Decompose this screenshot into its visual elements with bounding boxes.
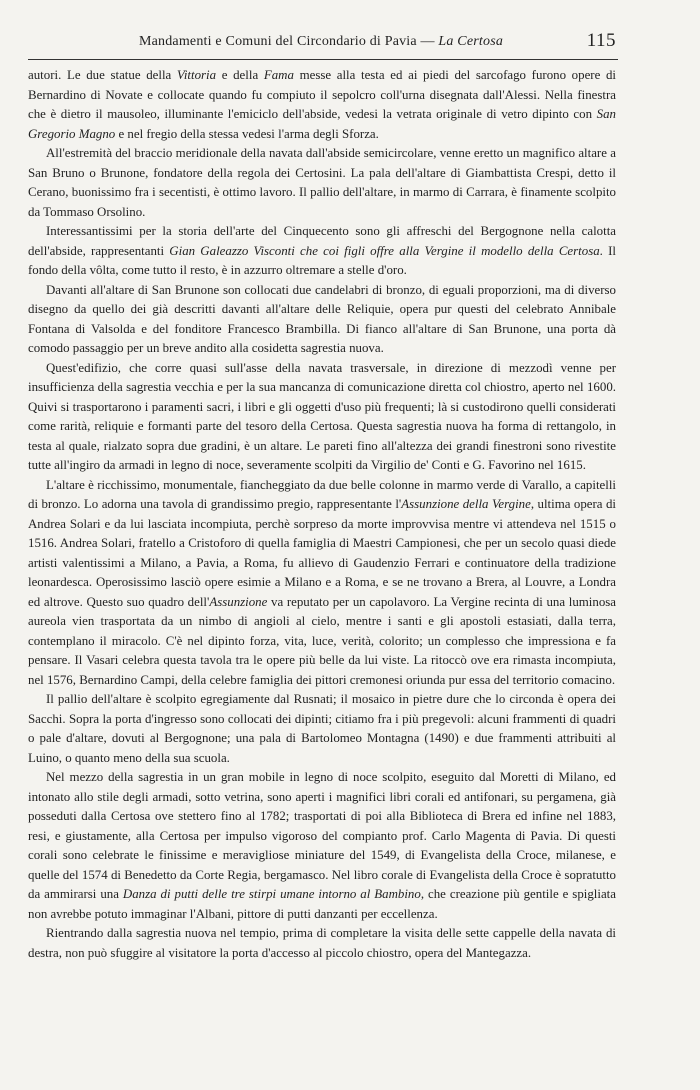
paragraph [28,768,616,924]
text-run: autori. Le due statue della [28,68,177,82]
text-run: , ultima opera di Andrea Solari e da lui lasciata incompiuta, perchè sorpreso da morte improvvisa mentre vi attendeva nel 1515 o 1516. Andrea Solari, fratello a Cristoforo di quella famiglia di Maestri Campionesi, che per un secolo quasi diede artisti valentissimi a Milano, a Pavia, a Roma, fu allievo di Gaudenzio Ferrari e continuatore della tradizione leonardesca. Operosissimo lasciò opere esimie a Milano e a Roma, e se ne trovano a Brera, al Louvre, a Londra ed altrove. Questo suo quadro dell' [28,497,616,609]
italic-run: Vittoria [176,68,217,82]
italic-run: Assunzione [209,594,268,609]
text-run: messe alla testa ed ai piedi del sarcofago furono opere di Bernardino di Novate e collocate quando fu compiuto il sepolcro coll'urna disegnata dall'Alessi. Nella finestra che è dietro il mausoleo, illuminante l'emiciclo dell'abside, vedesi la vetrata originale di vetro dipinto con [28,68,616,121]
text-run: . Il fondo della vôlta, come tutto il resto, è in azzurro oltremare a stelle d'oro. [28,243,617,277]
text-run: e della [216,68,264,82]
paragraph [28,359,616,476]
text-run: L'altare è ricchissimo, monumentale, fiancheggiato da due belle colonne in marmo verde di Varallo, a capitelli di bronzo. Lo adorna una tavola di grandissimo pregio, rappresentante l' [28,477,616,511]
text-run: Interessantissimi per la storia dell'arte del Cinquecento sono gli affreschi del Bergognone nella calotta dell'abside, rappresentanti [28,224,616,258]
text-run: , che creazione più gentile e spigliata non avrebbe potuto immaginar l'Albani, pittore di putti danzanti per eccellenza. [28,887,616,921]
paragraph [28,476,616,691]
paragraph [28,66,616,144]
body-text [28,66,616,963]
text-run: Il pallio dell'altare è scolpito egregiamente dal Rusnati; il mosaico in pietre dure che lo circonda è opera dei Sacchi. Sopra la porta d'ingresso sono collocati dei dipinti; citiamo fra i più pregevoli: alcuni frammenti di quadri o pale d'altare, dovuti al Bergognone; una pala di Bartolomeo Montagna (1490) e due frammenti attribuiti al Luino, o quanto meno della sua scuola. [28,692,616,765]
paragraph [28,690,616,768]
page-number: 115 [586,30,616,51]
running-title: Mandamenti e Comuni del Circondario di Pavia — [138,34,439,49]
paragraph [28,144,616,222]
text-run: va reputato per un capolavoro. La Vergine recinta di una luminosa aureola vien trasportata da un nimbo di angioli al cielo, mentre i santi e gli apostoli estasiati, dalla terra, contemplano il miracolo. C'è nel dipinto forza, vita, luce, verità, colorito; un complesso che impressiona e fa pensare. Il Vasari celebra questa tavola tra le opere più belle da lui viste. La ritoccò ove era rimasta incompiuta, nel 1576, Bernardino Campi, della celebre famiglia dei pittori cremonesi oriunda pur essa del territorio comacino. [28,594,617,687]
text-run: Davanti all'altare di San Brunone son collocati due candelabri di bronzo, di eguali proporzioni, ma di diverso disegno da quello dei già descritti davanti all'altare delle Reliquie, opera pur questi del celebrato Annibale Fontana di Valsolda e del fonditore Francesco Brambilla. Di fianco all'altare di San Brunone, una porta dà comodo passaggio per un breve andito alla cosidetta sagrestia nuova. [28,282,616,355]
italic-run: Danza di putti delle tre stirpi umane intorno al Bambino [122,887,421,901]
italic-run: Assunzione della Vergine [401,497,531,511]
running-header [28,34,614,54]
text-run: All'estremità del braccio meridionale della navata dall'abside semicircolare, venne eretto un magnifico altare a San Bruno o Brunone, fondatore della regola dei Certosini. La pala dell'altare di Giambattista Crespi, detto il Cerano, buonissimo fra i secentisti, è ottimo lavoro. Il pallio dell'altare, in marmo di Carrara, è finamente scolpito da Tommaso Orsolino. [28,146,616,219]
paragraph [28,924,616,963]
text-run: Nel mezzo della sagrestia in un gran mobile in legno di noce scolpito, eseguito dal Moretti di Milano, ed intonato allo stile degli armadi, sotto vetrina, sono aperti i magnifici libri corali ed antifonari, su pergamena, già posseduti dalla Certosa ove stettero fino al 1782; trasportati di poi alla Biblioteca di Brera ed infine nel 1883, resi, e giustamente, alla Certosa per impulso vigoroso del compianto prof. Carlo Magenta di Pavia. Di questi corali sono celebrate le finissime e meravigliose miniature del 1549, di Evangelista della Croce, milanese, e quelle del 1574 di Benedetto da Corte Regia, bergamasco. Nel libro corale di Evangelista della Croce è sopratutto da ammirarsi una [28,770,616,901]
italic-run: San Gregorio Magno [28,107,616,141]
header-rule [28,59,618,60]
italic-run: Fama [263,68,294,82]
text-run: Quest'edifizio, che corre quasi sull'asse della navata trasversale, in direzione di mezzodì venne per insufficienza della sagrestia vecchia e per la sua mancanza di comunicazione diretta col chiostro, aperto nel 1600. Quivi si trasportarono i paramenti sacri, i libri e gli oggetti d'uso più frequenti; là si custodirono quelli considerati come rarità, reliquie e formanti parte del tesoro della Certosa. Questa sagrestia nuova ha forma di rettangolo, in testa al quale, rialzato sopra due gradini, è un altare. Le pareti fino all'altezza dei grandi finestroni sono rivestite tutte all'ingiro da armadi in legno di noce, severamente scolpiti da Virgilio de' Conti e G. Favorino nel 1615. [28,360,616,472]
text-run: e nel fregio della stessa vedesi l'arma degli Sforza. [115,126,379,141]
paragraph [28,281,616,359]
text-run: Rientrando dalla sagrestia nuova nel tempio, prima di completare la visita delle sette cappelle della navata di destra, non può sfuggire al visitatore la porta d'accesso al piccolo chiostro, opera del Mantegazza. [28,926,616,960]
paragraph [28,222,616,281]
italic-run: Gian Galeazzo Visconti che coi figli offre alla Vergine il modello della Certosa [169,243,600,258]
running-title-italic: La Certosa [438,34,504,49]
